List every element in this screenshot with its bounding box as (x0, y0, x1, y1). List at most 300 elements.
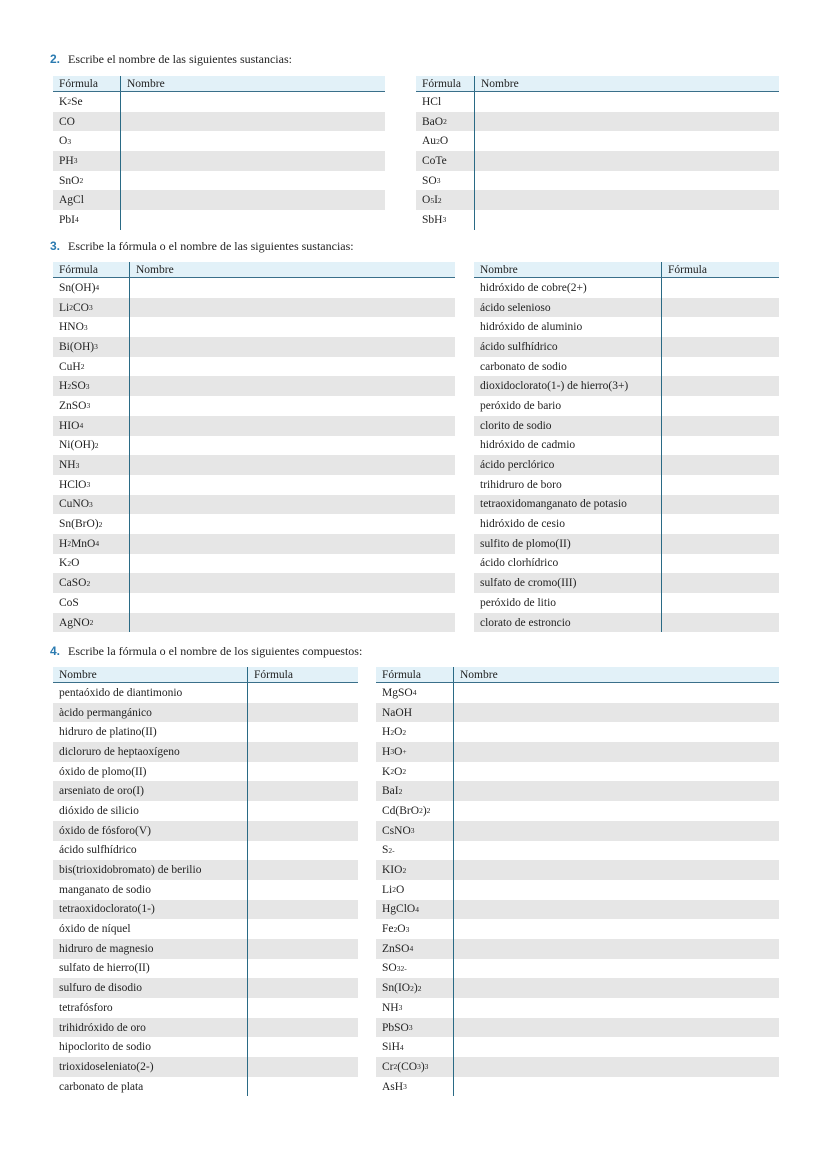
table-row (53, 978, 358, 998)
answer-cell[interactable] (662, 298, 779, 318)
answer-cell[interactable] (454, 998, 779, 1018)
table-row (376, 703, 779, 723)
answer-cell[interactable] (662, 593, 779, 613)
column-header: Fórmula (53, 76, 121, 91)
given-cell: sulfato de cromo(III) (474, 573, 662, 593)
answer-cell[interactable] (130, 298, 455, 318)
table-row (376, 919, 779, 939)
table-row (53, 278, 455, 298)
answer-cell[interactable] (130, 416, 455, 436)
table-row (53, 151, 385, 171)
table-q3-right (474, 262, 779, 632)
given-cell: SnO 2 (53, 171, 121, 191)
given-cell: H 2 SO 3 (53, 376, 130, 396)
table-row (53, 317, 455, 337)
answer-cell[interactable] (454, 703, 779, 723)
answer-cell[interactable] (130, 534, 455, 554)
table-row (474, 436, 779, 456)
answer-cell[interactable] (248, 1057, 358, 1077)
given-cell: àcido permangánico (53, 703, 248, 723)
given-cell: ácido clorhídrico (474, 554, 662, 574)
given-cell: clorito de sodio (474, 416, 662, 436)
table-row (53, 1077, 358, 1097)
given-cell: CoTe (416, 151, 475, 171)
given-cell: Sn(BrO) 2 (53, 514, 130, 534)
table-row (416, 151, 779, 171)
table-header (53, 262, 455, 278)
table-row (474, 357, 779, 377)
table-header (416, 76, 779, 92)
given-cell: HNO 3 (53, 317, 130, 337)
table-body (376, 683, 779, 1096)
table-row (53, 919, 358, 939)
answer-cell[interactable] (130, 396, 455, 416)
given-cell: CsNO 3 (376, 821, 454, 841)
table-row (53, 112, 385, 132)
answer-cell[interactable] (662, 475, 779, 495)
table-body (416, 92, 779, 230)
given-cell: K 2 Se (53, 92, 121, 112)
question-text: Escribe el nombre de las siguientes sustancias: (68, 52, 292, 66)
given-cell: hidruro de magnesio (53, 939, 248, 959)
answer-cell[interactable] (130, 514, 455, 534)
table-header (376, 667, 779, 683)
answer-cell[interactable] (454, 1037, 779, 1057)
given-cell: CuH 2 (53, 357, 130, 377)
given-cell: H 2 MnO 4 (53, 534, 130, 554)
given-cell: ZnSO 3 (53, 396, 130, 416)
table-row (53, 801, 358, 821)
table-row (53, 880, 358, 900)
answer-cell[interactable] (662, 455, 779, 475)
table-row (376, 762, 779, 782)
answer-cell[interactable] (454, 900, 779, 920)
answer-cell[interactable] (248, 939, 358, 959)
given-cell: clorato de estroncio (474, 613, 662, 633)
given-cell: Cd(BrO 2 ) 2 (376, 801, 454, 821)
table-row (53, 742, 358, 762)
answer-cell[interactable] (248, 1018, 358, 1038)
table-row (53, 210, 385, 230)
given-cell: KIO 2 (376, 860, 454, 880)
table-row (53, 593, 455, 613)
table-body (53, 278, 455, 632)
table-row (474, 573, 779, 593)
answer-cell[interactable] (454, 801, 779, 821)
table-row (376, 781, 779, 801)
answer-cell[interactable] (662, 514, 779, 534)
given-cell: dioxidoclorato(1-) de hierro(3+) (474, 376, 662, 396)
table-row (53, 573, 455, 593)
answer-cell[interactable] (248, 1077, 358, 1097)
table-row (53, 376, 455, 396)
column-header: Nombre (481, 78, 519, 90)
table-row (53, 1037, 358, 1057)
given-cell: AgNO 2 (53, 613, 130, 633)
given-cell: sulfato de hierro(II) (53, 959, 248, 979)
given-cell: peróxido de litio (474, 593, 662, 613)
table-row (474, 376, 779, 396)
table-row (474, 613, 779, 633)
table-row (376, 1037, 779, 1057)
table-row (416, 171, 779, 191)
given-cell: peróxido de bario (474, 396, 662, 416)
answer-cell[interactable] (454, 1057, 779, 1077)
given-cell: Sn(IO 2 ) 2 (376, 978, 454, 998)
given-cell: óxido de níquel (53, 919, 248, 939)
table-row (53, 190, 385, 210)
given-cell: HgClO 4 (376, 900, 454, 920)
table-row (53, 337, 455, 357)
answer-cell[interactable] (248, 880, 358, 900)
table-q4-left (53, 667, 358, 1096)
column-header: Nombre (136, 264, 174, 276)
answer-cell[interactable] (454, 1018, 779, 1038)
table-row (474, 593, 779, 613)
question-text: Escribe la fórmula o el nombre de los siguientes compuestos: (68, 644, 363, 658)
given-cell: CO (53, 112, 121, 132)
answer-cell[interactable] (130, 278, 455, 298)
given-cell: trihidróxido de oro (53, 1018, 248, 1038)
answer-cell[interactable] (130, 475, 455, 495)
table-row (474, 416, 779, 436)
answer-cell[interactable] (248, 742, 358, 762)
given-cell: BaO 2 (416, 112, 475, 132)
table-row (376, 1057, 779, 1077)
given-cell: MgSO 4 (376, 683, 454, 703)
given-cell: K 2 O 2 (376, 762, 454, 782)
answer-cell[interactable] (662, 357, 779, 377)
table-q2-right (416, 76, 779, 230)
answer-cell[interactable] (475, 171, 779, 191)
given-cell: ácido selenioso (474, 298, 662, 318)
given-cell: NH 3 (53, 455, 130, 475)
table-row (53, 131, 385, 151)
given-cell: manganato de sodio (53, 880, 248, 900)
answer-cell[interactable] (130, 436, 455, 456)
given-cell: PH 3 (53, 151, 121, 171)
table-row (53, 436, 455, 456)
answer-cell[interactable] (475, 151, 779, 171)
answer-cell[interactable] (662, 534, 779, 554)
given-cell: NaOH (376, 703, 454, 723)
given-cell: HClO 3 (53, 475, 130, 495)
table-row (474, 534, 779, 554)
answer-cell[interactable] (130, 376, 455, 396)
answer-cell[interactable] (130, 357, 455, 377)
given-cell: ZnSO 4 (376, 939, 454, 959)
given-cell: BaI 2 (376, 781, 454, 801)
question-4 (50, 644, 362, 659)
answer-cell[interactable] (662, 278, 779, 298)
answer-cell[interactable] (130, 317, 455, 337)
answer-cell[interactable] (130, 554, 455, 574)
answer-cell[interactable] (130, 593, 455, 613)
given-cell: Fe 2 O 3 (376, 919, 454, 939)
given-cell: Bi(OH) 3 (53, 337, 130, 357)
answer-cell[interactable] (248, 841, 358, 861)
given-cell: SO 3 (416, 171, 475, 191)
answer-cell[interactable] (248, 978, 358, 998)
answer-cell[interactable] (248, 762, 358, 782)
table-row (53, 860, 358, 880)
table-row (376, 939, 779, 959)
answer-cell[interactable] (121, 112, 385, 132)
answer-cell[interactable] (248, 821, 358, 841)
table-row (416, 190, 779, 210)
table-row (53, 92, 385, 112)
answer-cell[interactable] (121, 92, 385, 112)
table-row (474, 317, 779, 337)
table-row (474, 396, 779, 416)
given-cell: óxido de fósforo(V) (53, 821, 248, 841)
given-cell: S 2- (376, 841, 454, 861)
given-cell: AgCl (53, 190, 121, 210)
answer-cell[interactable] (454, 978, 779, 998)
question-2 (50, 52, 292, 67)
table-row (376, 742, 779, 762)
table-row (53, 171, 385, 191)
table-row (53, 554, 455, 574)
question-number: 3. (50, 239, 61, 253)
answer-cell[interactable] (662, 495, 779, 515)
given-cell: tetraoxidomanganato de potasio (474, 495, 662, 515)
answer-cell[interactable] (662, 396, 779, 416)
answer-cell[interactable] (475, 190, 779, 210)
table-row (376, 801, 779, 821)
table-row (416, 210, 779, 230)
answer-cell[interactable] (454, 880, 779, 900)
answer-cell[interactable] (121, 151, 385, 171)
answer-cell[interactable] (248, 781, 358, 801)
answer-cell[interactable] (454, 781, 779, 801)
table-row (53, 762, 358, 782)
given-cell: O 3 (53, 131, 121, 151)
answer-cell[interactable] (130, 495, 455, 515)
answer-cell[interactable] (454, 939, 779, 959)
table-row (53, 703, 358, 723)
table-row (474, 495, 779, 515)
answer-cell[interactable] (662, 554, 779, 574)
answer-cell[interactable] (248, 722, 358, 742)
answer-cell[interactable] (121, 210, 385, 230)
table-q3-left (53, 262, 455, 632)
given-cell: bis(trioxidobromato) de berilio (53, 860, 248, 880)
given-cell: sulfito de plomo(II) (474, 534, 662, 554)
table-row (53, 900, 358, 920)
table-row (53, 475, 455, 495)
table-row (53, 683, 358, 703)
table-row (53, 298, 455, 318)
table-row (53, 998, 358, 1018)
given-cell: O 5 I 2 (416, 190, 475, 210)
table-row (474, 337, 779, 357)
table-row (53, 841, 358, 861)
column-header: Fórmula (416, 76, 475, 91)
given-cell: dicloruro de heptaoxígeno (53, 742, 248, 762)
answer-cell[interactable] (662, 436, 779, 456)
given-cell: hidróxido de aluminio (474, 317, 662, 337)
question-text: Escribe la fórmula o el nombre de las siguientes sustancias: (68, 239, 354, 253)
answer-cell[interactable] (130, 613, 455, 633)
given-cell: H 2 O 2 (376, 722, 454, 742)
given-cell: Li 2 CO 3 (53, 298, 130, 318)
table-row (376, 959, 779, 979)
given-cell: hidróxido de cesio (474, 514, 662, 534)
given-cell: PbI 4 (53, 210, 121, 230)
given-cell: SO 3 2- (376, 959, 454, 979)
column-header: Fórmula (53, 262, 130, 277)
question-3 (50, 239, 354, 254)
given-cell: Sn(OH) 4 (53, 278, 130, 298)
table-row (416, 112, 779, 132)
table-row (474, 278, 779, 298)
answer-cell[interactable] (662, 416, 779, 436)
table-q2-left (53, 76, 385, 230)
given-cell: óxido de plomo(II) (53, 762, 248, 782)
answer-cell[interactable] (454, 1077, 779, 1097)
answer-cell[interactable] (248, 683, 358, 703)
answer-cell[interactable] (454, 683, 779, 703)
answer-cell[interactable] (248, 1037, 358, 1057)
answer-cell[interactable] (248, 900, 358, 920)
table-row (53, 416, 455, 436)
table-row (376, 1077, 779, 1097)
table-row (474, 298, 779, 318)
table-row (53, 821, 358, 841)
table-body (53, 683, 358, 1096)
given-cell: carbonato de sodio (474, 357, 662, 377)
table-row (53, 455, 455, 475)
given-cell: HCl (416, 92, 475, 112)
table-row (376, 1018, 779, 1038)
table-header (474, 262, 779, 278)
given-cell: trioxidoseleniato(2-) (53, 1057, 248, 1077)
question-number: 4. (50, 644, 61, 658)
table-row (376, 841, 779, 861)
answer-cell[interactable] (475, 210, 779, 230)
answer-cell[interactable] (248, 801, 358, 821)
answer-cell[interactable] (454, 860, 779, 880)
answer-cell[interactable] (475, 112, 779, 132)
given-cell: H 3 O + (376, 742, 454, 762)
given-cell: AsH 3 (376, 1077, 454, 1097)
table-row (376, 900, 779, 920)
column-header: Fórmula (254, 669, 293, 681)
table-row (376, 683, 779, 703)
column-header: Fórmula (376, 667, 454, 682)
answer-cell[interactable] (662, 317, 779, 337)
answer-cell[interactable] (130, 455, 455, 475)
given-cell: CuNO 3 (53, 495, 130, 515)
table-row (53, 534, 455, 554)
given-cell: HIO 4 (53, 416, 130, 436)
given-cell: PbSO 3 (376, 1018, 454, 1038)
question-number: 2. (50, 52, 61, 66)
table-body (474, 278, 779, 632)
given-cell: tetrafósforo (53, 998, 248, 1018)
table-q4-right (376, 667, 779, 1096)
table-row (53, 781, 358, 801)
given-cell: arseniato de oro(I) (53, 781, 248, 801)
answer-cell[interactable] (248, 703, 358, 723)
given-cell: SbH 3 (416, 210, 475, 230)
table-row (376, 860, 779, 880)
table-row (53, 495, 455, 515)
answer-cell[interactable] (121, 131, 385, 151)
table-row (53, 722, 358, 742)
answer-cell[interactable] (662, 376, 779, 396)
answer-cell[interactable] (475, 131, 779, 151)
table-row (53, 1018, 358, 1038)
answer-cell[interactable] (454, 959, 779, 979)
given-cell: carbonato de plata (53, 1077, 248, 1097)
answer-cell[interactable] (454, 841, 779, 861)
column-header: Nombre (53, 667, 248, 682)
given-cell: CaSO 2 (53, 573, 130, 593)
given-cell: hipoclorito de sodio (53, 1037, 248, 1057)
answer-cell[interactable] (121, 171, 385, 191)
table-row (416, 131, 779, 151)
answer-cell[interactable] (130, 337, 455, 357)
given-cell: Cr 2 (CO 3 ) 3 (376, 1057, 454, 1077)
table-row (376, 998, 779, 1018)
column-header: Nombre (460, 669, 498, 681)
given-cell: hidróxido de cobre(2+) (474, 278, 662, 298)
answer-cell[interactable] (662, 337, 779, 357)
table-row (53, 613, 455, 633)
answer-cell[interactable] (454, 919, 779, 939)
answer-cell[interactable] (248, 998, 358, 1018)
given-cell: NH 3 (376, 998, 454, 1018)
column-header: Nombre (127, 78, 165, 90)
table-row (474, 514, 779, 534)
table-row (53, 959, 358, 979)
answer-cell[interactable] (475, 92, 779, 112)
given-cell: SiH 4 (376, 1037, 454, 1057)
given-cell: pentaóxido de diantimonio (53, 683, 248, 703)
answer-cell[interactable] (662, 613, 779, 633)
answer-cell[interactable] (248, 860, 358, 880)
table-row (416, 92, 779, 112)
given-cell: Au 2 O (416, 131, 475, 151)
answer-cell[interactable] (248, 959, 358, 979)
table-row (53, 514, 455, 534)
given-cell: dióxido de silicio (53, 801, 248, 821)
table-row (53, 357, 455, 377)
column-header: Nombre (474, 262, 662, 277)
answer-cell[interactable] (454, 821, 779, 841)
answer-cell[interactable] (662, 573, 779, 593)
given-cell: hidruro de platino(II) (53, 722, 248, 742)
given-cell: sulfuro de disodio (53, 978, 248, 998)
answer-cell[interactable] (130, 573, 455, 593)
answer-cell[interactable] (454, 762, 779, 782)
table-row (53, 396, 455, 416)
table-body (53, 92, 385, 230)
table-header (53, 667, 358, 683)
table-row (474, 475, 779, 495)
answer-cell[interactable] (454, 742, 779, 762)
answer-cell[interactable] (248, 919, 358, 939)
table-row (53, 1057, 358, 1077)
table-row (376, 880, 779, 900)
answer-cell[interactable] (454, 722, 779, 742)
table-row (53, 939, 358, 959)
answer-cell[interactable] (121, 190, 385, 210)
table-header (53, 76, 385, 92)
given-cell: hidróxido de cadmio (474, 436, 662, 456)
